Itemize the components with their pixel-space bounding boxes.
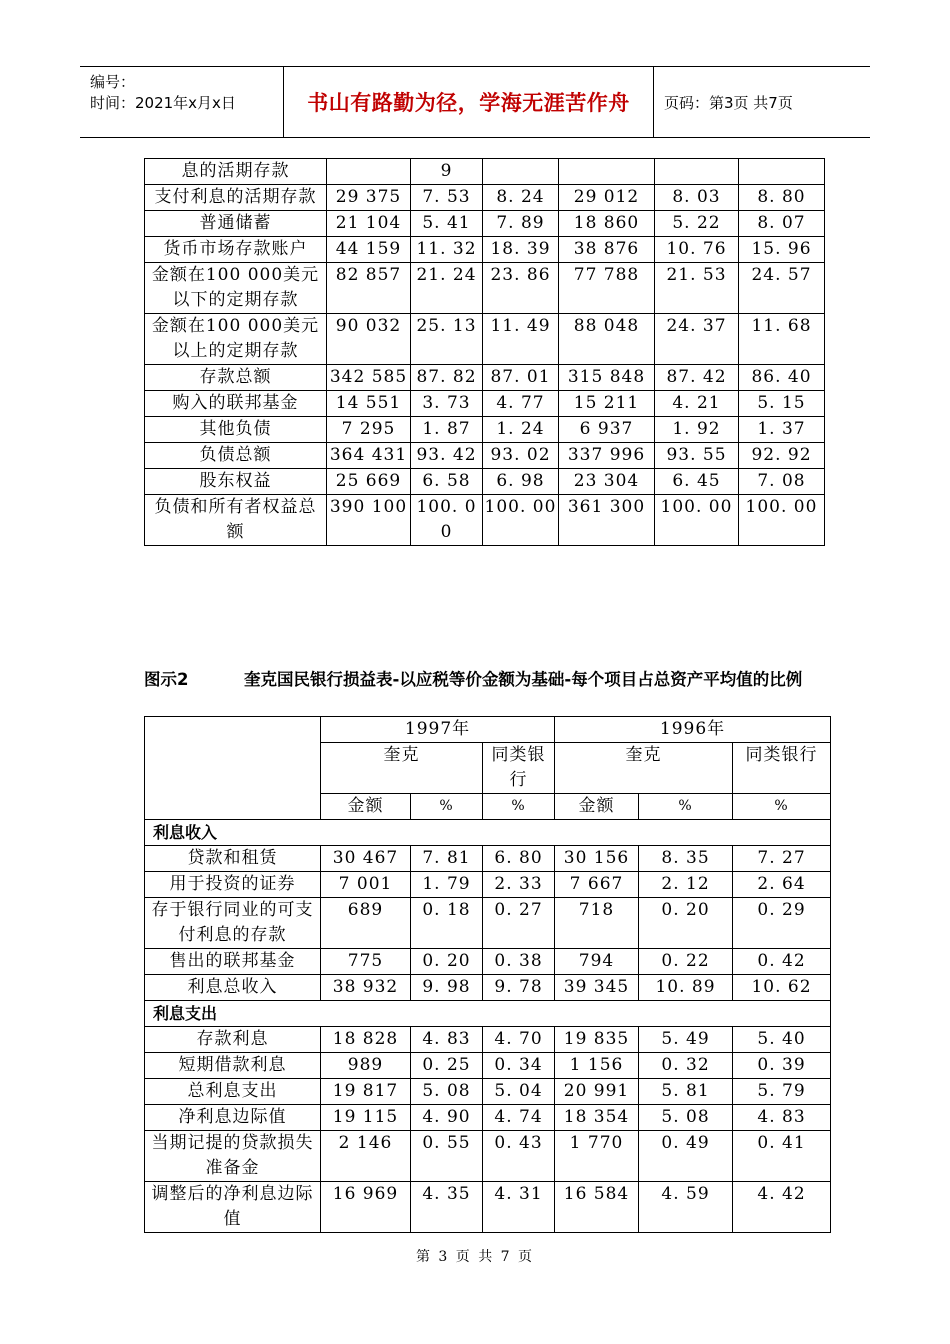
- row-value-c5: 100. 00: [655, 495, 739, 546]
- row-value-c6: 92. 92: [739, 443, 825, 469]
- row-value-c5: 5. 22: [655, 211, 739, 237]
- row-value-c5: 8. 03: [655, 185, 739, 211]
- row-value-c4: 23 304: [559, 469, 655, 495]
- row-value-c4: 6 937: [559, 417, 655, 443]
- row-value-c2: 7. 53: [411, 185, 483, 211]
- amount-1996: 金额: [555, 794, 639, 820]
- row-value-c2: 9. 98: [411, 975, 483, 1001]
- row-label: 贷款和租赁: [145, 846, 321, 872]
- figure-caption: 奎克国民银行损益表-以应税等价金额为基础-每个项目占总资产平均值的比例: [244, 670, 803, 689]
- row-label: 存于银行同业的可支付利息的存款: [145, 898, 321, 949]
- row-label: 负债和所有者权益总额: [145, 495, 327, 546]
- quik-1996: 奎克: [555, 743, 733, 794]
- header-number-label: 编号：: [90, 73, 136, 91]
- row-label: 负债总额: [145, 443, 327, 469]
- row-value-c1: 342 585: [327, 365, 411, 391]
- peer-pct-1996: %: [733, 794, 831, 820]
- row-value-c4: 718: [555, 898, 639, 949]
- row-value-c3: 9. 78: [483, 975, 555, 1001]
- year-1997: 1997年: [321, 717, 555, 743]
- row-value-c1: 16 969: [321, 1182, 411, 1233]
- row-value-c2: 87. 82: [411, 365, 483, 391]
- row-value-c2: 9: [411, 159, 483, 185]
- table-row: [145, 975, 831, 1001]
- row-value-c6: 0. 41: [733, 1131, 831, 1182]
- row-label: 短期借款利息: [145, 1053, 321, 1079]
- row-value-c5: 8. 35: [639, 846, 733, 872]
- row-value-c1: 82 857: [327, 263, 411, 314]
- balance-sheet-table: [144, 158, 825, 546]
- row-value-c5: 5. 49: [639, 1027, 733, 1053]
- row-value-c4: [559, 159, 655, 185]
- row-label: 购入的联邦基金: [145, 391, 327, 417]
- row-value-c3: 5. 04: [483, 1079, 555, 1105]
- header-row-years: [145, 717, 831, 743]
- row-value-c1: 689: [321, 898, 411, 949]
- row-value-c3: 23. 86: [483, 263, 559, 314]
- row-value-c3: 100. 00: [483, 495, 559, 546]
- row-label: 用于投资的证券: [145, 872, 321, 898]
- row-label: 普通储蓄: [145, 211, 327, 237]
- table-row: [145, 1027, 831, 1053]
- row-value-c6: 24. 57: [739, 263, 825, 314]
- peer-1996: 同类银行: [733, 743, 831, 794]
- row-value-c1: 30 467: [321, 846, 411, 872]
- row-value-c2: 11. 32: [411, 237, 483, 263]
- row-value-c4: 794: [555, 949, 639, 975]
- row-value-c6: 8. 07: [739, 211, 825, 237]
- peer-1997: 同类银行: [483, 743, 555, 794]
- row-value-c1: 29 375: [327, 185, 411, 211]
- row-value-c5: 4. 59: [639, 1182, 733, 1233]
- row-value-c5: 6. 45: [655, 469, 739, 495]
- row-value-c1: 19 115: [321, 1105, 411, 1131]
- row-value-c5: 4. 21: [655, 391, 739, 417]
- row-value-c6: 0. 42: [733, 949, 831, 975]
- row-value-c3: 1. 24: [483, 417, 559, 443]
- table-row: [145, 211, 825, 237]
- row-value-c2: 21. 24: [411, 263, 483, 314]
- row-value-c6: 86. 40: [739, 365, 825, 391]
- row-value-c1: [327, 159, 411, 185]
- figure-title: [144, 668, 824, 692]
- row-value-c2: 4. 90: [411, 1105, 483, 1131]
- row-value-c3: 4. 31: [483, 1182, 555, 1233]
- row-label: 当期记提的贷款损失准备金: [145, 1131, 321, 1182]
- row-value-c5: 5. 08: [639, 1105, 733, 1131]
- row-label: 金额在100 000美元以上的定期存款: [145, 314, 327, 365]
- row-value-c3: [483, 159, 559, 185]
- row-value-c2: 25. 13: [411, 314, 483, 365]
- row-value-c4: 315 848: [559, 365, 655, 391]
- row-value-c1: 18 828: [321, 1027, 411, 1053]
- row-value-c4: 1 156: [555, 1053, 639, 1079]
- row-value-c1: 19 817: [321, 1079, 411, 1105]
- row-value-c2: 6. 58: [411, 469, 483, 495]
- row-value-c4: 39 345: [555, 975, 639, 1001]
- row-value-c1: 2 146: [321, 1131, 411, 1182]
- row-value-c6: 2. 64: [733, 872, 831, 898]
- row-value-c1: 390 100: [327, 495, 411, 546]
- row-value-c5: 10. 89: [639, 975, 733, 1001]
- row-value-c2: 5. 08: [411, 1079, 483, 1105]
- pct-1997: %: [411, 794, 483, 820]
- row-value-c6: 15. 96: [739, 237, 825, 263]
- peer-pct-1997: %: [483, 794, 555, 820]
- row-value-c3: 2. 33: [483, 872, 555, 898]
- row-value-c6: 100. 00: [739, 495, 825, 546]
- row-label: 存款总额: [145, 365, 327, 391]
- row-value-c6: 5. 40: [733, 1027, 831, 1053]
- row-value-c4: 77 788: [559, 263, 655, 314]
- row-value-c5: 87. 42: [655, 365, 739, 391]
- row-value-c6: 10. 62: [733, 975, 831, 1001]
- row-value-c1: 14 551: [327, 391, 411, 417]
- header-page-label: 页码：第3页 共7页: [664, 93, 793, 112]
- section-row-income: [145, 820, 831, 846]
- row-value-c2: 1. 79: [411, 872, 483, 898]
- row-label: 支付利息的活期存款: [145, 185, 327, 211]
- row-value-c5: 0. 20: [639, 898, 733, 949]
- row-value-c4: 337 996: [559, 443, 655, 469]
- row-label: 其他负债: [145, 417, 327, 443]
- row-value-c6: [739, 159, 825, 185]
- table-row: [145, 263, 825, 314]
- row-value-c4: 20 991: [555, 1079, 639, 1105]
- row-value-c3: 87. 01: [483, 365, 559, 391]
- table-row: [145, 185, 825, 211]
- table-row: [145, 469, 825, 495]
- row-value-c3: 8. 24: [483, 185, 559, 211]
- year-1996: 1996年: [555, 717, 831, 743]
- row-value-c3: 0. 38: [483, 949, 555, 975]
- amount-1997: 金额: [321, 794, 411, 820]
- row-label: 售出的联邦基金: [145, 949, 321, 975]
- row-value-c3: 7. 89: [483, 211, 559, 237]
- row-value-c5: 0. 22: [639, 949, 733, 975]
- row-value-c6: 0. 39: [733, 1053, 831, 1079]
- row-value-c3: 93. 02: [483, 443, 559, 469]
- table-row: [145, 314, 825, 365]
- row-value-c4: 18 860: [559, 211, 655, 237]
- row-value-c2: 0. 20: [411, 949, 483, 975]
- row-value-c1: 38 932: [321, 975, 411, 1001]
- table-row: [145, 443, 825, 469]
- table-row: [145, 495, 825, 546]
- row-label: 存款利息: [145, 1027, 321, 1053]
- row-value-c1: 44 159: [327, 237, 411, 263]
- page-header: [80, 66, 870, 138]
- row-value-c4: 16 584: [555, 1182, 639, 1233]
- row-value-c2: 0. 18: [411, 898, 483, 949]
- row-value-c3: 0. 27: [483, 898, 555, 949]
- row-label: 金额在100 000美元以下的定期存款: [145, 263, 327, 314]
- table-row: [145, 1053, 831, 1079]
- pct-1996: %: [639, 794, 733, 820]
- row-value-c6: 0. 29: [733, 898, 831, 949]
- table-row: [145, 1105, 831, 1131]
- row-label: 货币市场存款账户: [145, 237, 327, 263]
- header-empty-cell: [145, 717, 321, 820]
- row-value-c2: 1. 87: [411, 417, 483, 443]
- row-value-c5: [655, 159, 739, 185]
- section-income: 利息收入: [145, 820, 831, 846]
- row-value-c1: 21 104: [327, 211, 411, 237]
- row-value-c3: 6. 98: [483, 469, 559, 495]
- row-value-c4: 15 211: [559, 391, 655, 417]
- row-value-c2: 7. 81: [411, 846, 483, 872]
- row-value-c5: 2. 12: [639, 872, 733, 898]
- row-value-c3: 0. 43: [483, 1131, 555, 1182]
- row-value-c1: 7 001: [321, 872, 411, 898]
- row-value-c1: 25 669: [327, 469, 411, 495]
- row-value-c5: 24. 37: [655, 314, 739, 365]
- figure-label: 图示2: [144, 670, 189, 689]
- row-value-c4: 7 667: [555, 872, 639, 898]
- row-value-c6: 8. 80: [739, 185, 825, 211]
- row-value-c5: 0. 32: [639, 1053, 733, 1079]
- row-value-c1: 7 295: [327, 417, 411, 443]
- row-value-c4: 29 012: [559, 185, 655, 211]
- table-row: [145, 365, 825, 391]
- row-value-c6: 11. 68: [739, 314, 825, 365]
- section-row-expense: [145, 1001, 831, 1027]
- row-value-c4: 88 048: [559, 314, 655, 365]
- row-value-c2: 4. 83: [411, 1027, 483, 1053]
- row-value-c5: 10. 76: [655, 237, 739, 263]
- table-row: [145, 898, 831, 949]
- row-value-c6: 7. 27: [733, 846, 831, 872]
- row-value-c3: 4. 74: [483, 1105, 555, 1131]
- row-value-c1: 989: [321, 1053, 411, 1079]
- row-value-c2: 0. 55: [411, 1131, 483, 1182]
- row-value-c6: 5. 79: [733, 1079, 831, 1105]
- row-value-c6: 5. 15: [739, 391, 825, 417]
- table-row: [145, 1131, 831, 1182]
- row-value-c3: 0. 34: [483, 1053, 555, 1079]
- row-value-c6: 4. 83: [733, 1105, 831, 1131]
- quik-1997: 奎克: [321, 743, 483, 794]
- row-value-c3: 11. 49: [483, 314, 559, 365]
- page-footer: 第 3 页 共 7 页: [415, 1249, 535, 1265]
- row-value-c4: 18 354: [555, 1105, 639, 1131]
- table-row: [145, 846, 831, 872]
- table-row: [145, 391, 825, 417]
- row-label: 净利息边际值: [145, 1105, 321, 1131]
- row-value-c6: 7. 08: [739, 469, 825, 495]
- row-value-c4: 19 835: [555, 1027, 639, 1053]
- table-row: [145, 159, 825, 185]
- row-value-c4: 38 876: [559, 237, 655, 263]
- table-row: [145, 237, 825, 263]
- row-value-c1: 364 431: [327, 443, 411, 469]
- table-row: [145, 417, 825, 443]
- header-meta: [80, 67, 284, 137]
- row-value-c5: 93. 55: [655, 443, 739, 469]
- row-value-c3: 4. 70: [483, 1027, 555, 1053]
- row-value-c3: 4. 77: [483, 391, 559, 417]
- row-value-c2: 5. 41: [411, 211, 483, 237]
- row-value-c4: 30 156: [555, 846, 639, 872]
- row-value-c6: 4. 42: [733, 1182, 831, 1233]
- row-label: 利息总收入: [145, 975, 321, 1001]
- row-label: 总利息支出: [145, 1079, 321, 1105]
- section-expense: 利息支出: [145, 1001, 831, 1027]
- table-row: [145, 949, 831, 975]
- row-value-c5: 21. 53: [655, 263, 739, 314]
- row-value-c5: 1. 92: [655, 417, 739, 443]
- row-value-c2: 3. 73: [411, 391, 483, 417]
- row-value-c4: 361 300: [559, 495, 655, 546]
- row-value-c6: 1. 37: [739, 417, 825, 443]
- row-value-c3: 6. 80: [483, 846, 555, 872]
- row-value-c2: 93. 42: [411, 443, 483, 469]
- row-value-c5: 0. 49: [639, 1131, 733, 1182]
- row-value-c5: 5. 81: [639, 1079, 733, 1105]
- table-row: [145, 1079, 831, 1105]
- income-statement-table: [144, 716, 831, 1233]
- header-date-label: 时间：2021年x月x日: [90, 94, 236, 112]
- row-value-c3: 18. 39: [483, 237, 559, 263]
- row-value-c1: 775: [321, 949, 411, 975]
- header-motto: 书山有路勤为径，学海无涯苦作舟: [284, 67, 654, 137]
- table-row: [145, 1182, 831, 1233]
- row-label: 股东权益: [145, 469, 327, 495]
- row-value-c1: 90 032: [327, 314, 411, 365]
- row-value-c2: 100. 00: [411, 495, 483, 546]
- row-value-c2: 4. 35: [411, 1182, 483, 1233]
- table-row: [145, 872, 831, 898]
- row-value-c4: 1 770: [555, 1131, 639, 1182]
- row-value-c2: 0. 25: [411, 1053, 483, 1079]
- row-label: 息的活期存款: [145, 159, 327, 185]
- row-label: 调整后的净利息边际值: [145, 1182, 321, 1233]
